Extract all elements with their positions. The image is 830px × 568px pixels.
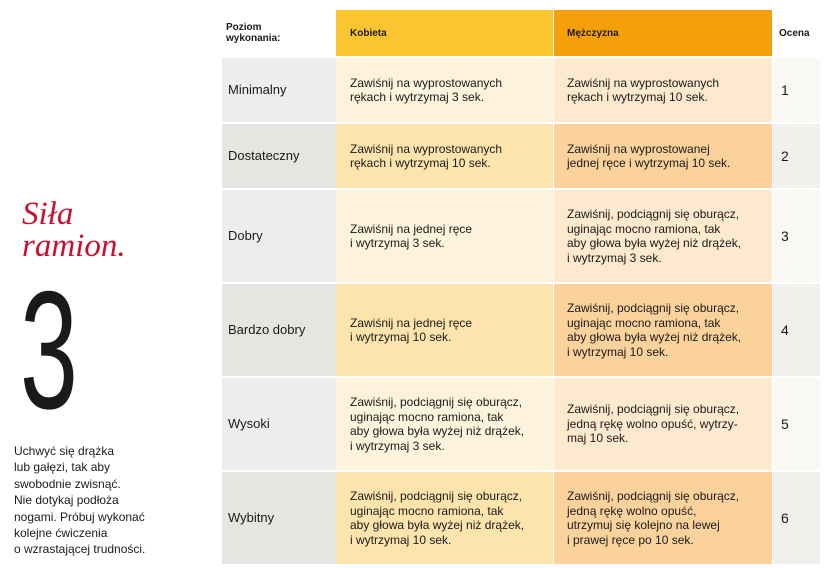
header-level-line-2: wykonania:: [226, 33, 281, 44]
male-cell-line: Zawiśnij na wyprostowanej: [567, 141, 710, 156]
female-cell: [336, 284, 553, 376]
female-cell-line: aby głowa była wyżej niż drążek,: [350, 424, 525, 438]
level-cell: Dostateczny: [222, 124, 336, 188]
female-cell: [336, 190, 553, 282]
female-cell: [336, 58, 553, 122]
male-cell-line: aby głowa była wyżej niż drążek,: [567, 330, 742, 344]
intro-line: Uchwyć się drążka: [14, 444, 115, 458]
header-female: Kobieta: [336, 10, 553, 56]
page-title: [22, 198, 126, 262]
male-cell-line: aby głowa była wyżej niż drążek,: [567, 236, 742, 250]
grade-cell: 6: [773, 472, 820, 564]
header-level-line-1: Poziom: [226, 22, 262, 33]
female-cell: [336, 378, 553, 470]
male-cell-line: uginając mocno ramiona, tak: [567, 221, 721, 236]
results-table: [222, 10, 820, 564]
male-cell-line: utrzymuj się kolejno na lewej: [567, 518, 720, 532]
table-row: [222, 284, 820, 376]
female-cell-line: i wytrzymaj 10 sek.: [350, 330, 452, 344]
table-row: [222, 190, 820, 282]
male-cell-line: Zawiśnij, podciągnij się oburącz,: [567, 301, 740, 315]
intro-line: Nie dotykaj podłoża: [14, 493, 119, 508]
intro-line: lub gałęzi, tak aby: [14, 460, 111, 475]
grade-cell: 2: [773, 124, 820, 188]
level-cell: Wysoki: [222, 378, 336, 470]
female-cell-line: i wytrzymaj 3 sek.: [350, 236, 445, 250]
title-line-2: ramion.: [22, 228, 126, 264]
male-cell-line: Zawiśnij na wyprostowanych: [567, 75, 720, 90]
male-cell-line: i prawej ręce po 10 sek.: [567, 532, 694, 547]
header-level: [222, 10, 336, 56]
female-cell-line: rękach i wytrzymaj 3 sek.: [350, 90, 485, 104]
title-line-1: Siła: [22, 196, 74, 232]
male-cell: [554, 472, 772, 564]
female-cell-line: Zawiśnij, podciągnij się oburącz,: [350, 489, 523, 503]
table-row: [222, 124, 820, 188]
female-cell-line: Zawiśnij na wyprostowanych: [350, 141, 503, 156]
grade-cell: 3: [773, 190, 820, 282]
male-cell: [554, 378, 772, 470]
male-cell-line: rękach i wytrzymaj 10 sek.: [567, 90, 708, 104]
header-male: Mężczyzna: [554, 10, 772, 56]
female-cell-line: uginając mocno ramiona, tak: [350, 503, 504, 518]
female-cell-line: rękach i wytrzymaj 10 sek.: [350, 156, 491, 170]
female-cell-line: aby głowa była wyżej niż drążek,: [350, 518, 525, 532]
grade-cell: 1: [773, 58, 820, 122]
table-header-row: [222, 10, 820, 56]
male-cell-line: maj 10 sek.: [567, 431, 629, 446]
female-cell-line: i wytrzymaj 3 sek.: [350, 438, 445, 453]
intro-text: [14, 443, 204, 558]
female-cell-line: Zawiśnij na jednej ręce: [350, 315, 473, 330]
intro-line: swobodnie zwisnąć.: [14, 476, 121, 491]
intro-line: o wzrastającej trudności.: [14, 542, 146, 557]
female-cell-line: i wytrzymaj 10 sek.: [350, 532, 452, 547]
header-grade: Ocena: [773, 10, 820, 56]
intro-line: kolejne ćwiczenia: [14, 526, 108, 541]
grade-cell: 4: [773, 284, 820, 376]
male-cell-line: Zawiśnij, podciągnij się oburącz,: [567, 207, 740, 221]
exercise-number: 3: [20, 256, 78, 444]
table-row: [222, 378, 820, 470]
male-cell-line: jedną rękę wolno opuść,: [567, 503, 697, 518]
table-body: [222, 58, 820, 564]
grade-cell: 5: [773, 378, 820, 470]
level-cell: Dobry: [222, 190, 336, 282]
female-cell-line: uginając mocno ramiona, tak: [350, 409, 504, 424]
male-cell: [554, 284, 772, 376]
male-cell-line: jednej ręce i wytrzymaj 10 sek.: [567, 156, 731, 170]
level-cell: Minimalny: [222, 58, 336, 122]
male-cell: [554, 190, 772, 282]
male-cell-line: uginając mocno ramiona, tak: [567, 315, 721, 330]
male-cell-line: jedną rękę wolno opuść, wytrzy-: [567, 416, 738, 431]
female-cell-line: Zawiśnij na wyprostowanych: [350, 75, 503, 90]
male-cell-line: i wytrzymaj 10 sek.: [567, 344, 669, 359]
intro-line: nogami. Próbuj wykonać: [14, 509, 145, 524]
table-row: [222, 58, 820, 122]
male-cell-line: Zawiśnij, podciągnij się oburącz,: [567, 402, 740, 417]
male-cell: [554, 58, 772, 122]
female-cell-line: Zawiśnij, podciągnij się oburącz,: [350, 395, 523, 409]
table-row: [222, 472, 820, 564]
male-cell-line: Zawiśnij, podciągnij się oburącz,: [567, 489, 740, 503]
level-cell: Bardzo dobry: [222, 284, 336, 376]
female-cell: [336, 472, 553, 564]
female-cell: [336, 124, 553, 188]
male-cell: [554, 124, 772, 188]
male-cell-line: i wytrzymaj 3 sek.: [567, 250, 662, 265]
female-cell-line: Zawiśnij na jednej ręce: [350, 221, 473, 236]
level-cell: Wybitny: [222, 472, 336, 564]
